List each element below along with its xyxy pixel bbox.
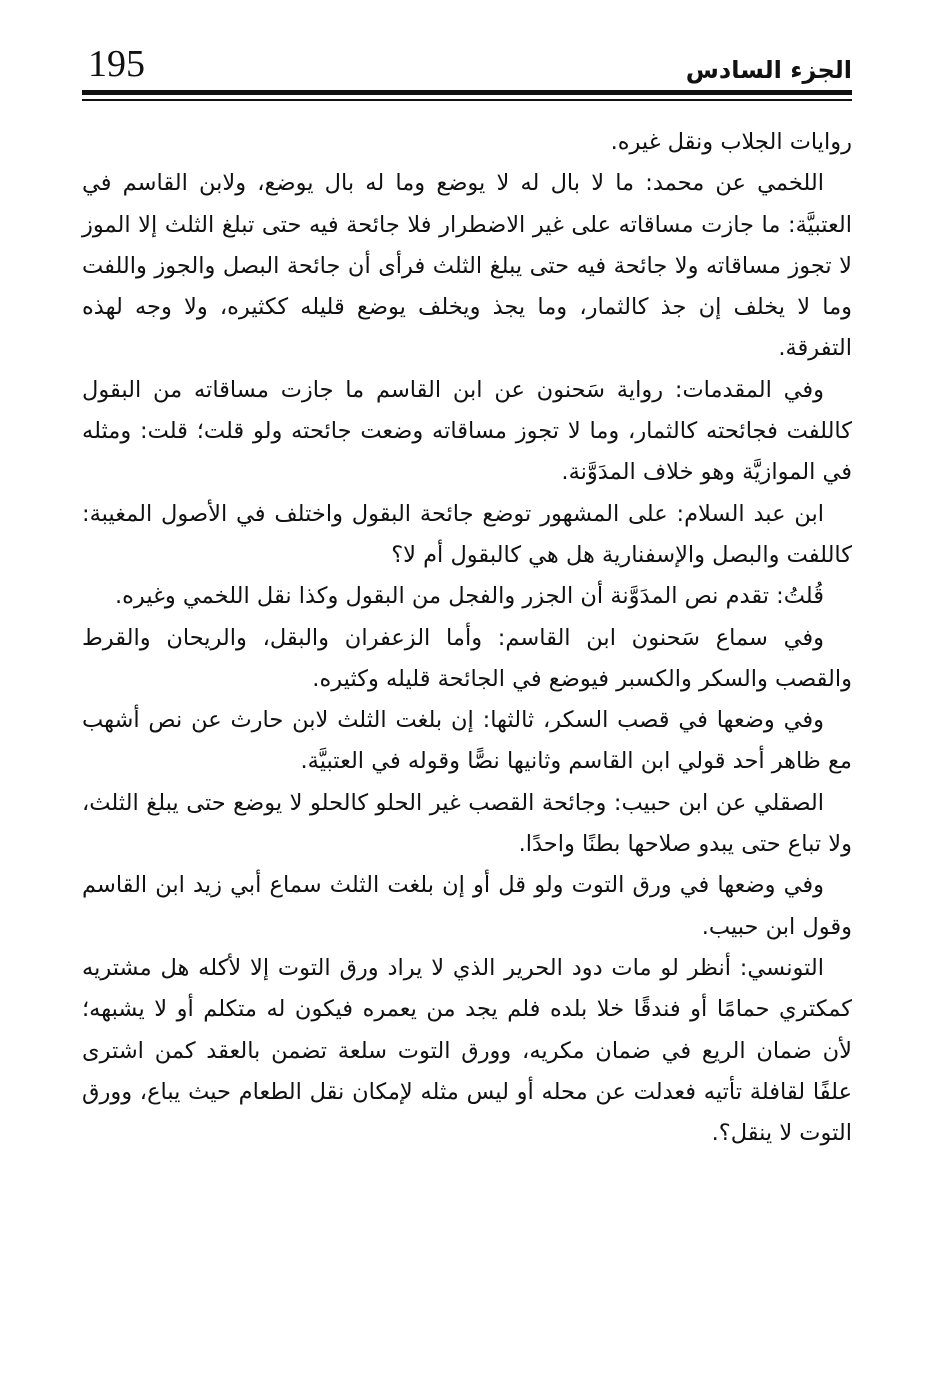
paragraph: روايات الجلاب ونقل غيره. [610,129,852,155]
paragraph: وفي وضعها في ورق التوت ولو قل أو إن بلغت الثلث سماع أبي زيد ابن القاسم وقول ابن حبيب. [82,872,852,940]
body-text [82,122,852,1154]
paragraph: ابن عبد السلام: على المشهور توضع جائحة البقول واختلف في الأصول المغيبة: كاللفت والبصل والإسفنارية هل هي كالبقول أم لا؟ [82,500,852,568]
paragraph: وفي المقدمات: رواية سَحنون عن ابن القاسم ما جازت مساقاته من البقول كاللفت فجائحته كالثمار، وما لا تجوز مساقاته وضعت جائحته ولو قلت؛ قلت: ومثله في الموازيَّة وهو خلاف المدَوَّنة. [82,376,852,486]
paragraph: قُلتُ: تقدم نص المدَوَّنة أن الجزر والفجل من البقول وكذا نقل اللخمي وغيره. [114,583,824,610]
paragraph: وفي سماع سَحنون ابن القاسم: وأما الزعفران والبقل، والريحان والقرط والقصب والسكر والكسبر فيوضع في الجائحة قليله وكثيره. [82,624,852,692]
page-number: 195 [88,43,145,85]
paragraph: وفي وضعها في قصب السكر، ثالثها: إن بلغت الثلث لابن حارث عن نص أشهب مع ظاهر أحد قولي ابن القاسم وثانيها نصًّا وقوله في العتبيَّة. [82,707,852,775]
paragraph: التونسي: أنظر لو مات دود الحرير الذي لا يراد ورق التوت إلا لأكله هل مشتريه كمكتري حمامًا أو فندقًا خلا بلده فلم يجد من يعمره فيكون له متكلم أو لا يشبهه؛ لأن ضمان الريع في ضمان مكريه، وورق التوت سلعة تضمن بالعقد كمن اشترى علفًا لقافلة تأتيه فعدلت عن محله أو ليس مثله لإمكان نقل الطعام حيث يباع، وورق التوت لا ينقل؟. [82,954,852,1147]
paragraph: الصقلي عن ابن حبيب: وجائحة القصب غير الحلو كالحلو لا يوضع حتى يبلغ الثلث، ولا تباع حتى يبدو صلاحها بطنًا واحدًا. [82,789,852,858]
header-rule-thin [82,99,852,101]
running-title: الجزء السادس [685,56,852,84]
page-header [82,40,852,90]
header-rule-thick [82,90,852,95]
paragraph: اللخمي عن محمد: ما لا بال له لا يوضع وما له بال يوضع، ولابن القاسم في العتبيَّة: ما جازت مساقاته على غير الاضطرار فلا جائحة فيه حتى تبلغ الثلث إلا الموز لا تجوز مساقاته ولا جائحة فيه حتى يبلغ الثلث فرأى أن جائحة البصل والجوز واللفت وما لا يخلف إن جذ كالثمار، وما يجذ ويخلف يوضع قليله ككثيره، ولا وجه لهذه التفرقة. [82,170,852,362]
